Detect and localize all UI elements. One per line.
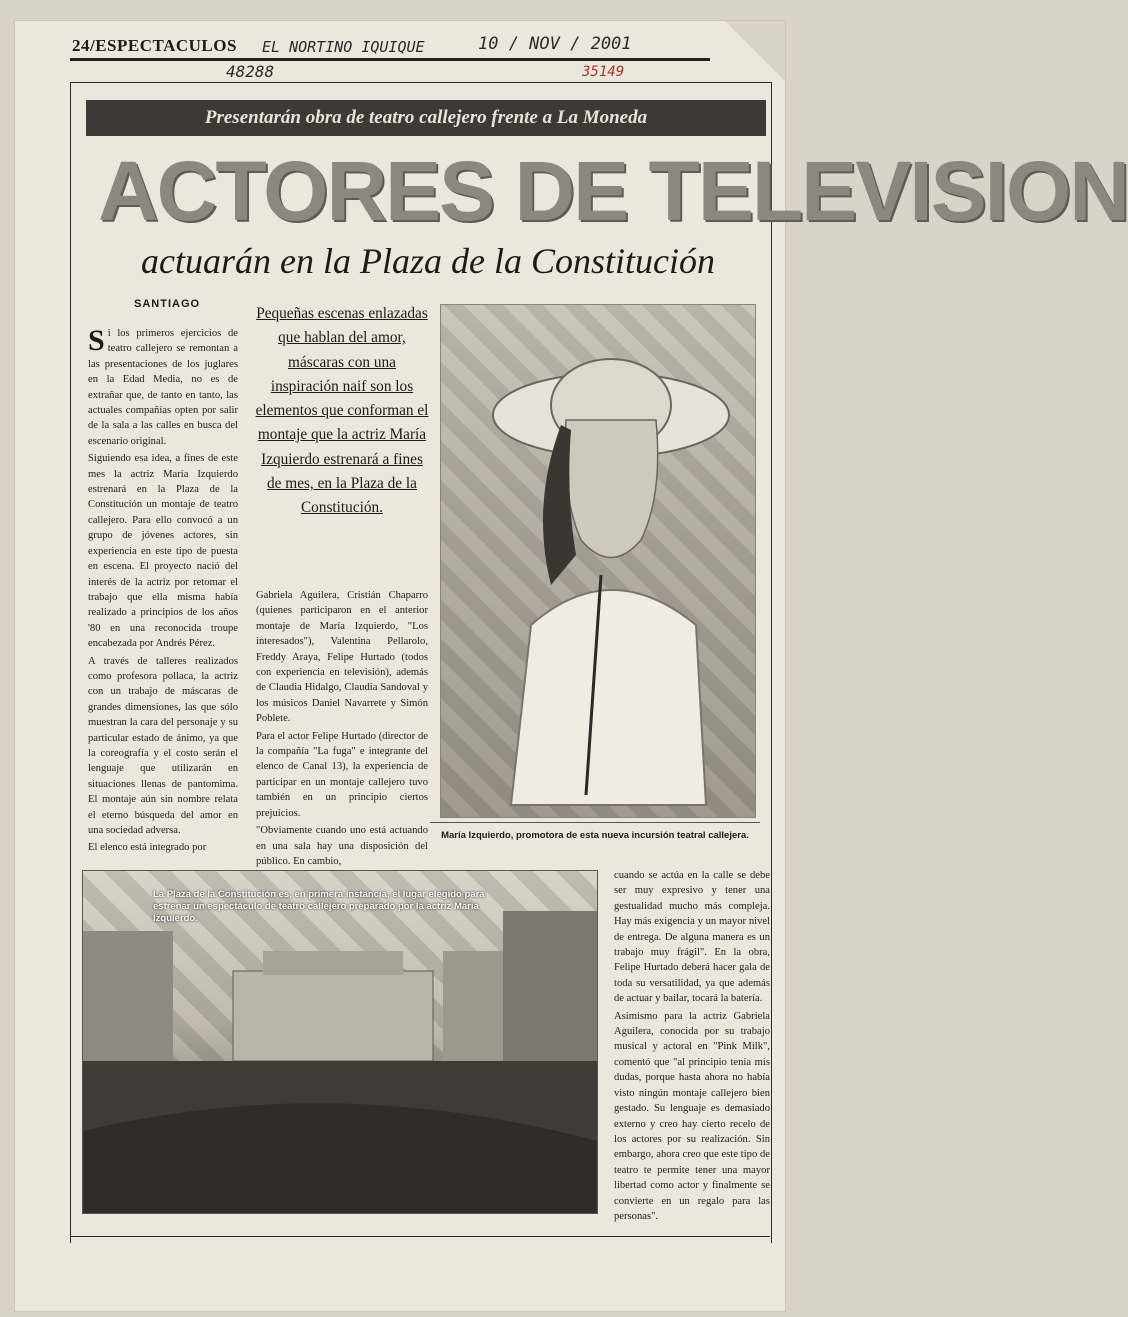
plaza-photo: [82, 870, 598, 1214]
kicker-banner: Presentarán obra de teatro callejero frente a La Moneda: [86, 100, 766, 136]
paragraph: Siguiendo esa idea, a fines de este mes la actriz María Izquierdo estrenará en la Plaza de la Constitución un montaje de teatro callejero. Para ello convocó a un grupo de jóvenes actores, sin experiencia en este tipo de puesta en escena. El proyecto nació del interés de la actriz por retomar el trabajo que ella misma había realizado a principios de los años '80 en una reconocida troupe encabezada por Andrés Pérez.: [88, 453, 238, 650]
handwritten-archive-number: 48288: [226, 62, 275, 81]
bottom-rule: [70, 1236, 770, 1237]
article-column-2: [256, 588, 428, 867]
torn-corner: [725, 21, 785, 81]
article-column-3: [614, 868, 770, 1222]
pull-quote: Pequeñas escenas enlazadas que hablan del amor, máscaras con una inspiración naif son los elementos que conforman el montaje que la actriz María Izquierdo estrenará a fines de mes, en la Plaza de la Constitución.: [255, 305, 429, 517]
drop-cap: S: [88, 324, 105, 357]
plaza-caption: La Plaza de la Constitución es, en primera instancia, el lugar elegido para estrenar un espectáculo de teatro callejero preparado por la actriz María Izquierdo.: [153, 889, 485, 924]
paragraph: El elenco está integrado por: [88, 842, 207, 854]
paragraph: A través de talleres realizados como profesora pollaca, la actriz con un trabajo de máscaras de grandes dimensiones, las que sólo muestran la cara del personaje y su particular estado de ánimo, ya que la coreografía y el costo serán el lenguaje que utilizarán en situaciones llenas de pantomima. El montaje aún sin nombre relata el eterno búsqueda del amor en una sociedad adversa.: [88, 655, 238, 836]
header-rule: [70, 58, 710, 61]
section-header: 24/ESPECTACULOS: [72, 36, 237, 55]
paragraph: i los primeros ejercicios de teatro callejero se remontan a las presentaciones de los juglares en la Edad Media, no es de extrañar que, de tanto en tanto, las actuales compañías opten por salir de la sala a las calles en busca del escenario original.: [88, 328, 238, 447]
handwritten-date: 10 / NOV / 2001: [478, 34, 632, 54]
dateline: SANTIAGO: [134, 298, 201, 310]
paragraph: Gabriela Aguilera, Cristián Chaparro (quienes participaron en el anterior montaje de María Izquierdo, "Los interesados"), Valentina Pellarolo, Freddy Araya, Felipe Hurtado (todos con experiencia en televisión), además de Claudia Hidalgo, Claudia Sandoval y los músicos Daniel Navarrete y Simón Poblete.: [256, 590, 428, 725]
paragraph: Para el actor Felipe Hurtado (director de la compañía "La fuga" e integrante del elenco de Canal 13), la experiencia de participar en un montaje callejero tuvo también en un principio ciertos prejuicios.: [256, 730, 428, 819]
handwritten-source: EL NORTINO IQUIQUE: [262, 38, 425, 56]
caption-rule: [430, 822, 760, 823]
headline: ACTORES DE TELEVISION: [98, 144, 1128, 238]
paragraph: Asimismo para la actriz Gabriela Aguilera, conocida por su trabajo musical y actoral en "Pink Milk", comentó que "al principio tenía mis dudas, porque hasta ahora no había visto ningún montaje callejero bien gestado. Su lenguaje es demasiado externo y creo hay cierto recelo de los actores por su realización. Sin embargo, ahora creo que este tipo de teatro te permite tener una mayor libertad como actor y finalmente se convierte en un regalo para las personas".: [614, 1010, 770, 1222]
subheadline: actuarán en la Plaza de la Constitución: [141, 241, 715, 281]
paragraph: cuando se actúa en la calle se debe ser muy expresivo y tener una gestualidad mucho más compleja. Hay más exigencia y un mayor nivel de entrega. De alguna manera es un trabajo muy frágil". En la obra, Felipe Hurtado deberá hacer gala de toda su versatilidad, ya que además de actuar y bailar, tocará la batería.: [614, 870, 770, 1005]
article-column-1: [88, 324, 238, 854]
portrait-photo: [440, 304, 756, 818]
paragraph: "Obviamente cuando uno está actuando en una sala hay una disposición del público. En cambio,: [256, 825, 428, 867]
woman-with-hat-figure: [491, 325, 711, 805]
portrait-caption: María Izquierdo, promotora de esta nueva incursión teatral callejera.: [441, 830, 749, 841]
handwritten-archive-number-red: 35149: [582, 64, 625, 80]
